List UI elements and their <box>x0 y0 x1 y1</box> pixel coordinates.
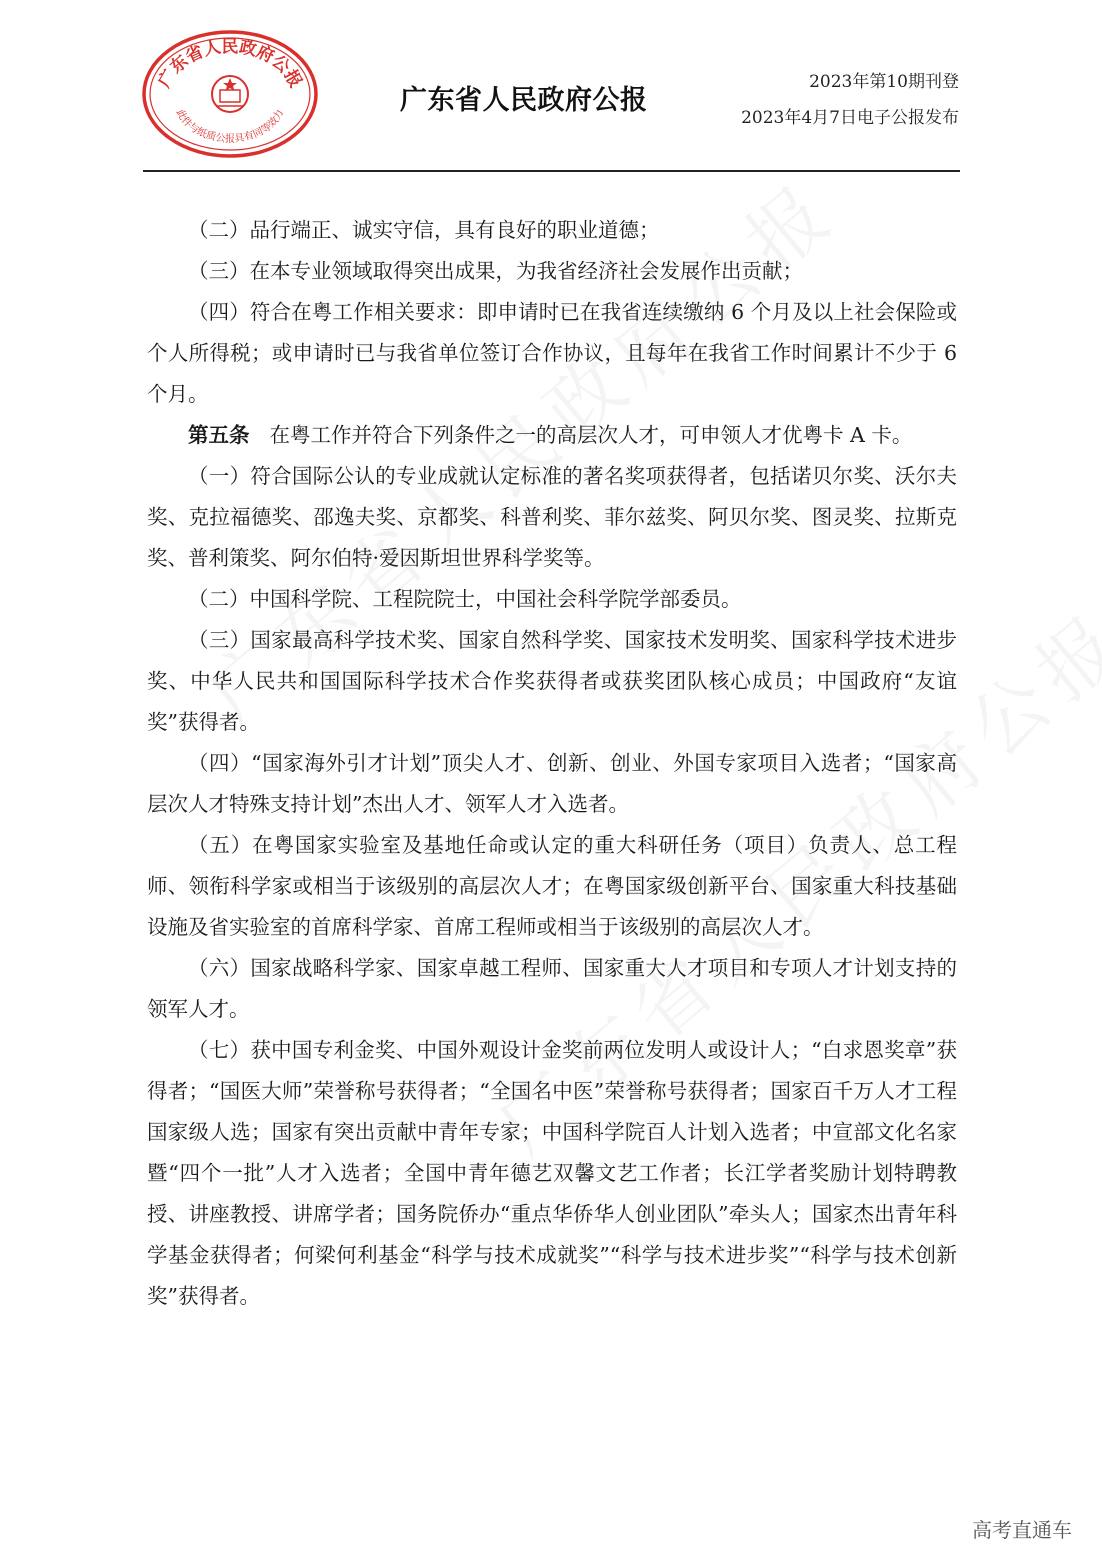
official-seal <box>140 28 320 160</box>
issue-number: 2023年第10期刊登 <box>809 72 959 92</box>
paragraph-text: （六）国家战略科学家、国家卓越工程师、国家重大人才项目和专项人才计划支持的领军人才。 <box>147 956 957 1021</box>
paragraph <box>147 292 957 415</box>
paragraph <box>147 579 957 620</box>
paragraph-text: （四）符合在粤工作相关要求：即申请时已在我省连续缴纳 6 个月及以上社会保险或个人所得税；或申请时已与我省单位签订合作协议，且每年在我省工作时间累计不少于 6 个月。 <box>147 300 957 406</box>
paragraph-text: （三）在本专业领域取得突出成果，为我省经济社会发展作出贡献； <box>188 259 803 283</box>
svg-text:此件与纸质公报具有同等效力: 此件与纸质公报具有同等效力 <box>173 107 287 145</box>
paragraph-text: （二）中国科学院、工程院院士，中国社会科学院学部委员。 <box>188 587 742 611</box>
paragraph <box>147 1030 957 1317</box>
paragraph-text: （二）品行端正、诚实守信，具有良好的职业道德； <box>188 218 660 242</box>
paragraph <box>147 620 957 743</box>
paragraph-text: （七）获中国专利金奖、中国外观设计金奖前两位发明人或设计人；“白求恩奖章”获得者；“国医大师”荣誉称号获得者；“全国名中医”荣誉称号获得者；国家百千万人才工程国家级人选；国家有突出贡献中青年专家；中国科学院百人计划入选者；中宣部文化名家暨“四个一批”人才入选者；全国中青年德艺双馨文艺工作者；长江学者奖励计划特聘教授、讲座教授、讲席学者；国务院侨办“重点华侨华人创业团队”牵头人；国家杰出青年科学基金获得者；何梁何利基金“科学与技术成就奖”“科学与技术进步奖”“科学与技术创新奖”获得者。 <box>147 1038 957 1308</box>
svg-text:广东省人民政府公报: 广东省人民政府公报 <box>154 37 306 92</box>
gazette-title: 广东省人民政府公报 <box>400 85 648 116</box>
source-watermark: 高考直通车 <box>972 1518 1072 1542</box>
paragraph-text: （三）国家最高科学技术奖、国家自然科学奖、国家技术发明奖、国家科学技术进步奖、中华人民共和国国际科学技术合作奖获得者或获奖团队核心成员；中国政府“友谊奖”获得者。 <box>147 628 957 734</box>
paragraph-text: 在粤工作并符合下列条件之一的高层次人才，可申领人才优粤卡 A 卡。 <box>269 423 913 447</box>
article-paragraph <box>147 415 957 456</box>
paragraph-text: （五）在粤国家实验室及基地任命或认定的重大科研任务（项目）负责人、总工程师、领衔科学家或相当于该级别的高层次人才；在粤国家级创新平台、国家重大科技基础设施及省实验室的首席科学家、首席工程师或相当于该级别的高层次人才。 <box>147 833 957 939</box>
paragraph <box>147 825 957 948</box>
issue-info <box>741 64 959 136</box>
paragraph <box>147 743 957 825</box>
paragraph-text: （四）“国家海外引才计划”顶尖人才、创新、创业、外国专家项目入选者；“国家高层次人才特殊支持计划”杰出人才、领军人才入选者。 <box>147 751 957 816</box>
paragraph <box>147 456 957 579</box>
paragraph <box>147 948 957 1030</box>
paragraph <box>147 210 957 251</box>
document-body <box>147 210 957 1317</box>
national-emblem-icon <box>212 76 248 112</box>
paragraph-text: （一）符合国际公认的专业成就认定标准的著名奖项获得者，包括诺贝尔奖、沃尔夫奖、克拉福德奖、邵逸夫奖、京都奖、科普利奖、菲尔兹奖、阿贝尔奖、图灵奖、拉斯克奖、普利策奖、阿尔伯特·爱因斯坦世界科学奖等。 <box>147 464 957 570</box>
header-divider <box>143 170 960 172</box>
release-date: 2023年4月7日电子公报发布 <box>741 108 959 128</box>
paragraph <box>147 251 957 292</box>
article-label: 第五条 <box>188 423 250 447</box>
